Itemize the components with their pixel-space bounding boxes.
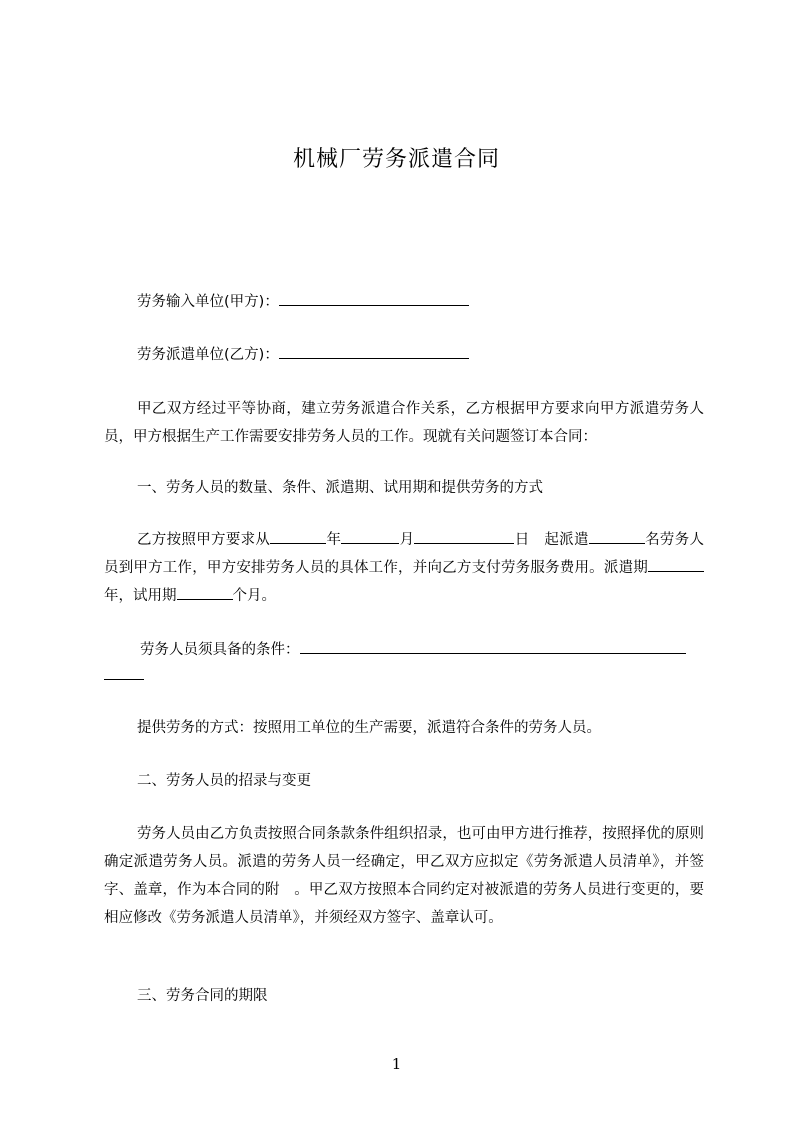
- party-a-label: 劳务输入单位(甲方)：: [137, 294, 279, 310]
- party-b-line: [137, 343, 469, 365]
- section-1-text-2: 年: [326, 532, 342, 548]
- party-b-label: 劳务派遣单位(乙方)：: [137, 347, 279, 363]
- section-1-text-7: 个月。: [232, 588, 276, 604]
- start-year-blank: [270, 528, 326, 544]
- section-1-text-3: 月: [399, 532, 415, 548]
- section-3-heading: 三、劳务合同的期限: [137, 988, 268, 1004]
- section-1-heading: 一、劳务人员的数量、条件、派遣期、试用期和提供劳务的方式: [137, 480, 543, 496]
- section-2-heading: 二、劳务人员的招录与变更: [137, 773, 311, 789]
- worker-count-blank: [589, 528, 645, 544]
- section-1-text-4: 日 起派遣: [514, 532, 589, 548]
- section-2-paragraph: 劳务人员由乙方负责按照合同条款条件组织招录，也可由甲方进行推荐，按照择优的原则确定派遣劳务人员。派遣的劳务人员一经确定，甲乙双方应拟定《劳务派遣人员清单》，并签字、盖章，作为本合同的附 。甲乙双方按照本合同约定对被派遣的劳务人员进行变更的，要相应修改《劳务派遣人员清单》，并须经双方签字、盖章认可。: [104, 826, 704, 926]
- document-title: 机械厂劳务派遣合同: [292, 147, 500, 172]
- page-number: 1: [391, 1055, 402, 1073]
- section-1-text-5: 名劳务人员到甲方工作，甲方安排劳务人员的具体工作，并向乙方支付劳务服务费用。派遣期: [104, 532, 705, 576]
- conditions-blank-continuation: [104, 679, 144, 680]
- start-month-blank: [341, 528, 399, 544]
- conditions-blank: [300, 638, 686, 654]
- section-1-text-1: 乙方按照甲方要求从: [137, 532, 271, 548]
- section-1-text-6: 年，试用期: [104, 588, 177, 604]
- conditions-line: [140, 638, 686, 660]
- dispatch-period-blank: [648, 556, 704, 572]
- party-b-blank: [279, 343, 469, 359]
- party-a-blank: [279, 290, 469, 306]
- intro-paragraph: 甲乙双方经过平等协商，建立劳务派遣合作关系，乙方根据甲方要求向甲方派遣劳务人员，甲方根据生产工作需要安排劳务人员的工作。现就有关问题签订本合同：: [104, 401, 704, 445]
- party-a-line: [137, 290, 469, 312]
- service-mode-line: 提供劳务的方式：按照用工单位的生产需要，派遣符合条件的劳务人员。: [137, 720, 601, 736]
- start-day-blank: [414, 528, 514, 544]
- conditions-label: 劳务人员须具备的条件：: [140, 642, 300, 658]
- probation-period-blank: [177, 584, 233, 600]
- section-1-paragraph: [104, 526, 704, 610]
